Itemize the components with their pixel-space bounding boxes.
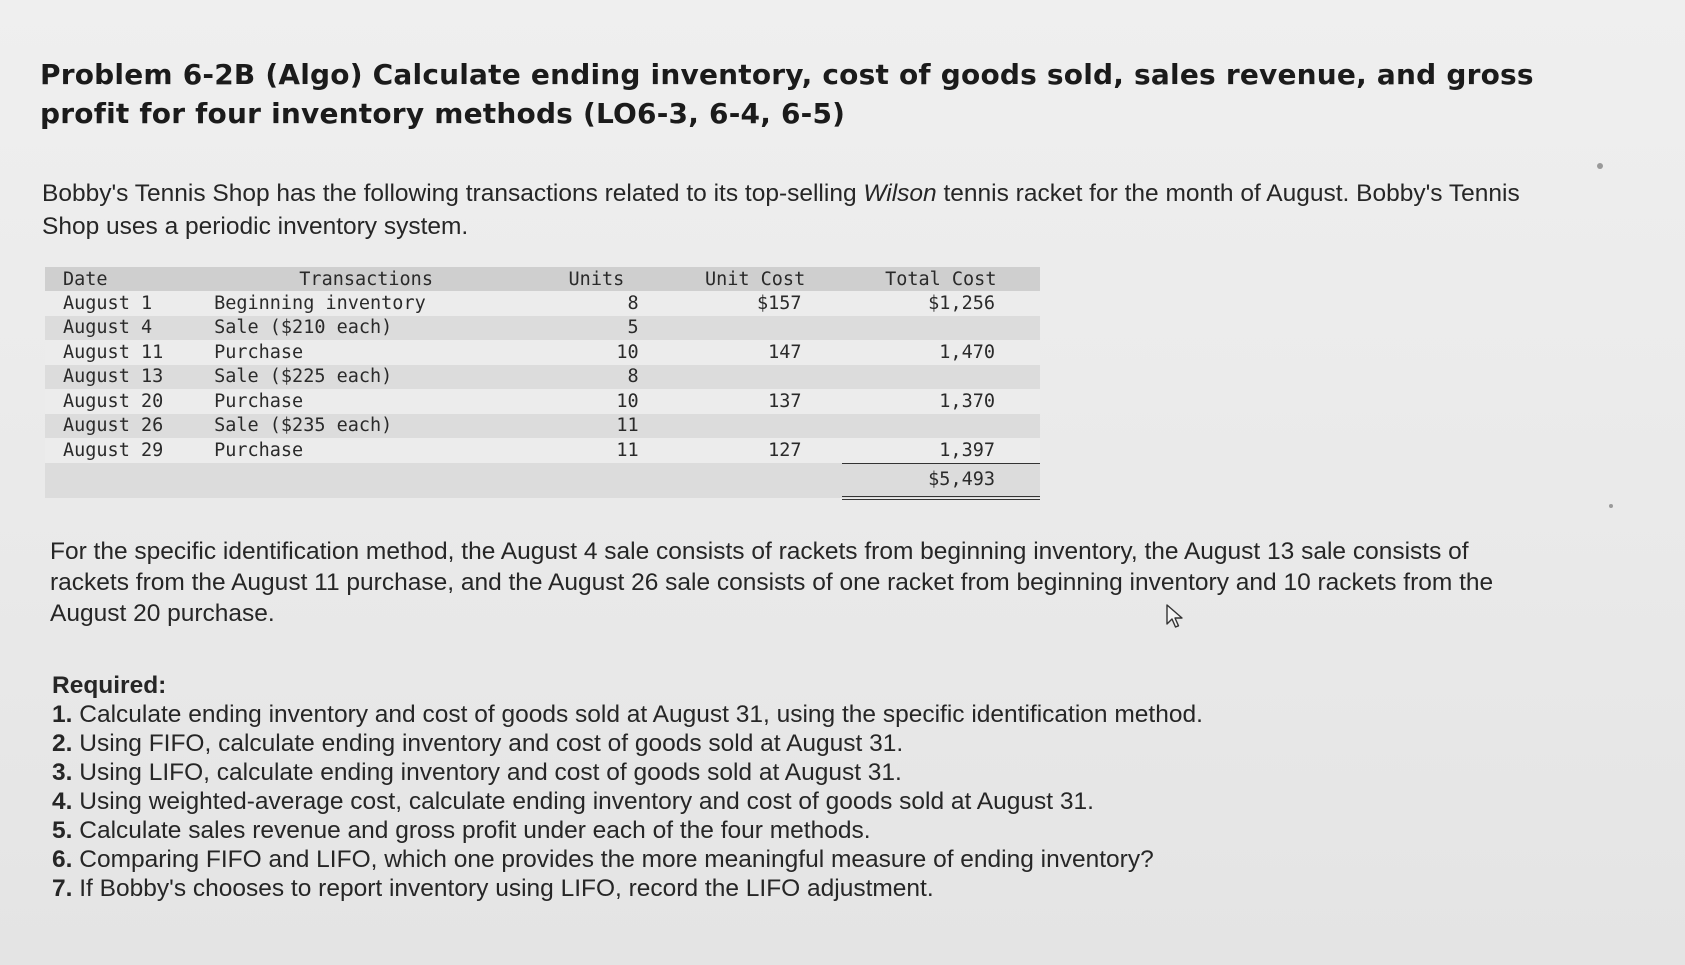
cell-unit-cost: 137: [669, 389, 842, 414]
table-row: [45, 438, 1040, 463]
table-row: [45, 340, 1040, 365]
required-item-text: Using FIFO, calculate ending inventory and cost of goods sold at August 31.: [79, 729, 904, 757]
cell-total-cost: [842, 414, 1040, 439]
required-item-text: Calculate sales revenue and gross profit under each of the four methods.: [79, 816, 871, 844]
header-units: Units: [524, 267, 668, 291]
table-row: [45, 316, 1040, 341]
cell-units: 8: [524, 365, 668, 390]
cell-unit-cost: [669, 365, 842, 390]
required-item-number: 7.: [52, 874, 73, 902]
intro-after: tennis racket for the month of August. Bobby's Tennis Shop uses a periodic inventory system.: [42, 180, 1520, 240]
cell-units: 10: [524, 389, 668, 414]
required-item-text: If Bobby's chooses to report inventory using LIFO, record the LIFO adjustment.: [79, 874, 934, 902]
cell-date: August 26: [45, 414, 208, 439]
total-cost-sum: $5,493: [842, 463, 1040, 498]
required-item-number: 5.: [52, 816, 73, 844]
required-item: [52, 787, 1580, 816]
required-item: [52, 874, 1580, 903]
required-item: [52, 845, 1580, 874]
cell-transaction: Purchase: [208, 438, 524, 463]
cell-date: August 29: [45, 438, 208, 463]
cell-total-cost: 1,470: [842, 340, 1040, 365]
cell-units: 11: [524, 414, 668, 439]
required-list: [52, 700, 1580, 903]
required-section: [52, 671, 1580, 903]
required-item-number: 2.: [52, 729, 73, 757]
cell-unit-cost: $157: [669, 291, 842, 316]
table-row: [45, 389, 1040, 414]
total-empty-cell: [669, 463, 842, 498]
required-item-number: 4.: [52, 787, 73, 815]
required-title: Required:: [52, 671, 167, 699]
cell-transaction: Purchase: [208, 340, 524, 365]
table-header-row: [45, 267, 1040, 291]
required-item-number: 1.: [52, 700, 73, 728]
required-item: [52, 816, 1580, 845]
specific-identification-paragraph: For the specific identification method, the August 4 sale consists of rackets from beginning inventory, the August 13 sale consists of rackets from the August 11 purchase, and the August 26 sale consists of one racket from beginning inventory and 10 rackets from the August 20 purchase.: [50, 537, 1494, 627]
cell-transaction: Sale ($210 each): [208, 316, 524, 341]
cell-transaction: Beginning inventory: [208, 291, 524, 316]
header-unit-cost: Unit Cost: [669, 267, 842, 291]
problem-page: [40, 55, 1580, 903]
cell-unit-cost: 127: [669, 438, 842, 463]
screen-speck: [1609, 504, 1613, 508]
required-item-text: Using weighted-average cost, calculate ending inventory and cost of goods sold at August 31.: [79, 787, 1094, 815]
total-empty-cell: [524, 463, 668, 498]
table-total-row: [45, 463, 1040, 498]
cell-unit-cost: [669, 414, 842, 439]
cell-units: 8: [524, 291, 668, 316]
header-transactions: Transactions: [208, 267, 524, 291]
screen-speck: [1597, 163, 1603, 169]
cell-units: 10: [524, 340, 668, 365]
required-item: [52, 758, 1580, 787]
cell-transaction: Purchase: [208, 389, 524, 414]
required-item-text: Comparing FIFO and LIFO, which one provides the more meaningful measure of ending inventory?: [79, 845, 1154, 873]
cell-unit-cost: [669, 316, 842, 341]
cell-transaction: Sale ($235 each): [208, 414, 524, 439]
cell-unit-cost: 147: [669, 340, 842, 365]
required-item-text: Using LIFO, calculate ending inventory and cost of goods sold at August 31.: [79, 758, 902, 786]
cell-date: August 13: [45, 365, 208, 390]
problem-title: Problem 6-2B (Algo) Calculate ending inventory, cost of goods sold, sales revenue, and gross profit for four inventory methods (LO6-3, 6-4, 6-5): [40, 58, 1534, 130]
cell-units: 5: [524, 316, 668, 341]
transactions-table: [45, 267, 1040, 500]
mouse-pointer-icon: [1166, 604, 1184, 635]
cell-total-cost: $1,256: [842, 291, 1040, 316]
cell-total-cost: 1,370: [842, 389, 1040, 414]
table-row: [45, 291, 1040, 316]
total-empty-cell: [208, 463, 524, 498]
intro-brand: Wilson: [863, 180, 937, 207]
required-item: [52, 700, 1580, 729]
required-item: [52, 729, 1580, 758]
table-row: [45, 414, 1040, 439]
cell-total-cost: 1,397: [842, 438, 1040, 463]
header-total-cost: Total Cost: [842, 267, 1040, 291]
header-date: Date: [45, 267, 208, 291]
cell-date: August 1: [45, 291, 208, 316]
cell-units: 11: [524, 438, 668, 463]
cell-date: August 20: [45, 389, 208, 414]
cell-date: August 4: [45, 316, 208, 341]
intro-before: Bobby's Tennis Shop has the following transactions related to its top-selling: [42, 180, 864, 207]
cell-transaction: Sale ($225 each): [208, 365, 524, 390]
cell-total-cost: [842, 365, 1040, 390]
required-item-number: 6.: [52, 845, 73, 873]
cell-date: August 11: [45, 340, 208, 365]
transactions-table-wrap: [45, 267, 1045, 500]
cell-total-cost: [842, 316, 1040, 341]
intro-paragraph: [42, 177, 1542, 243]
required-item-number: 3.: [52, 758, 73, 786]
table-row: [45, 365, 1040, 390]
required-item-text: Calculate ending inventory and cost of goods sold at August 31, using the specific identification method.: [79, 700, 1203, 728]
total-empty-cell: [45, 463, 208, 498]
